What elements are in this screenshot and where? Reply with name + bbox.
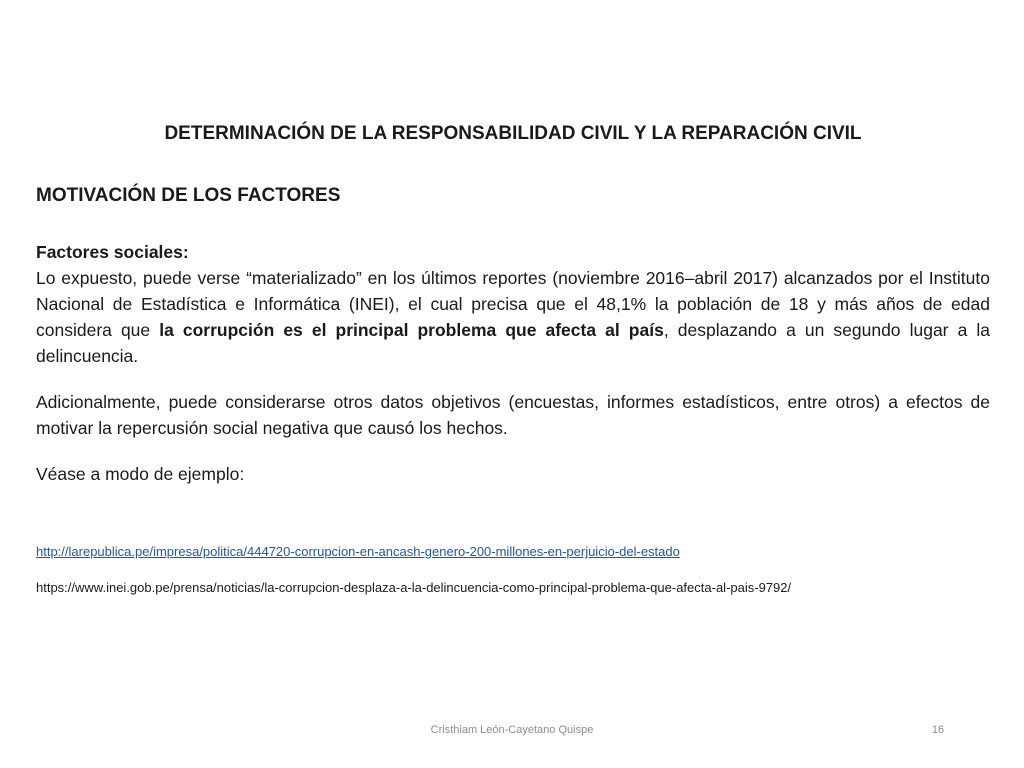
section-heading: Factores sociales: — [36, 242, 189, 262]
reference-url-inei: https://www.inei.gob.pe/prensa/noticias/la-corrupcion-desplaza-a-la-delincuencia-como-principal-problema-que-afecta-al-pais-9792/ — [36, 580, 792, 595]
reference-link-larepublica[interactable]: http://larepublica.pe/impresa/politica/444720-corrupcion-en-ancash-genero-200-millones-en-perjuicio-del-estado — [36, 544, 680, 559]
footer-author: Cristhiam León-Cayetano Quispe — [430, 724, 594, 736]
paragraph-inei-part2: , desplazando a un segundo lugar a la delincuencia. — [36, 320, 990, 366]
references — [36, 543, 990, 597]
slide-subtitle: MOTIVACIÓN DE LOS FACTORES — [36, 185, 341, 206]
paragraph-additional: Adicionalmente, puede considerarse otros datos objetivos (encuestas, informes estadísticos, entre otros) a efectos de motivar la repercusión social negativa que causó los hechos. — [36, 392, 990, 438]
paragraph-inei — [36, 265, 990, 369]
page-number: 16 — [931, 724, 945, 736]
body-content — [36, 239, 990, 487]
paragraph-inei-bold: la corrupción es el principal problema que afecta al país — [159, 320, 664, 340]
paragraph-example: Véase a modo de ejemplo: — [36, 464, 245, 484]
paragraph-inei-part1: Lo expuesto, puede verse “materializado” en los últimos reportes (noviembre 2016–abril 2017) alcanzados por el Instituto Nacional de Estadística e Informática (INEI), el cual precisa que el 48,1% la población de 18 y más años de edad considera que — [36, 268, 990, 340]
slide-title: DETERMINACIÓN DE LA RESPONSABILIDAD CIVIL Y LA REPARACIÓN CIVIL — [164, 123, 862, 144]
